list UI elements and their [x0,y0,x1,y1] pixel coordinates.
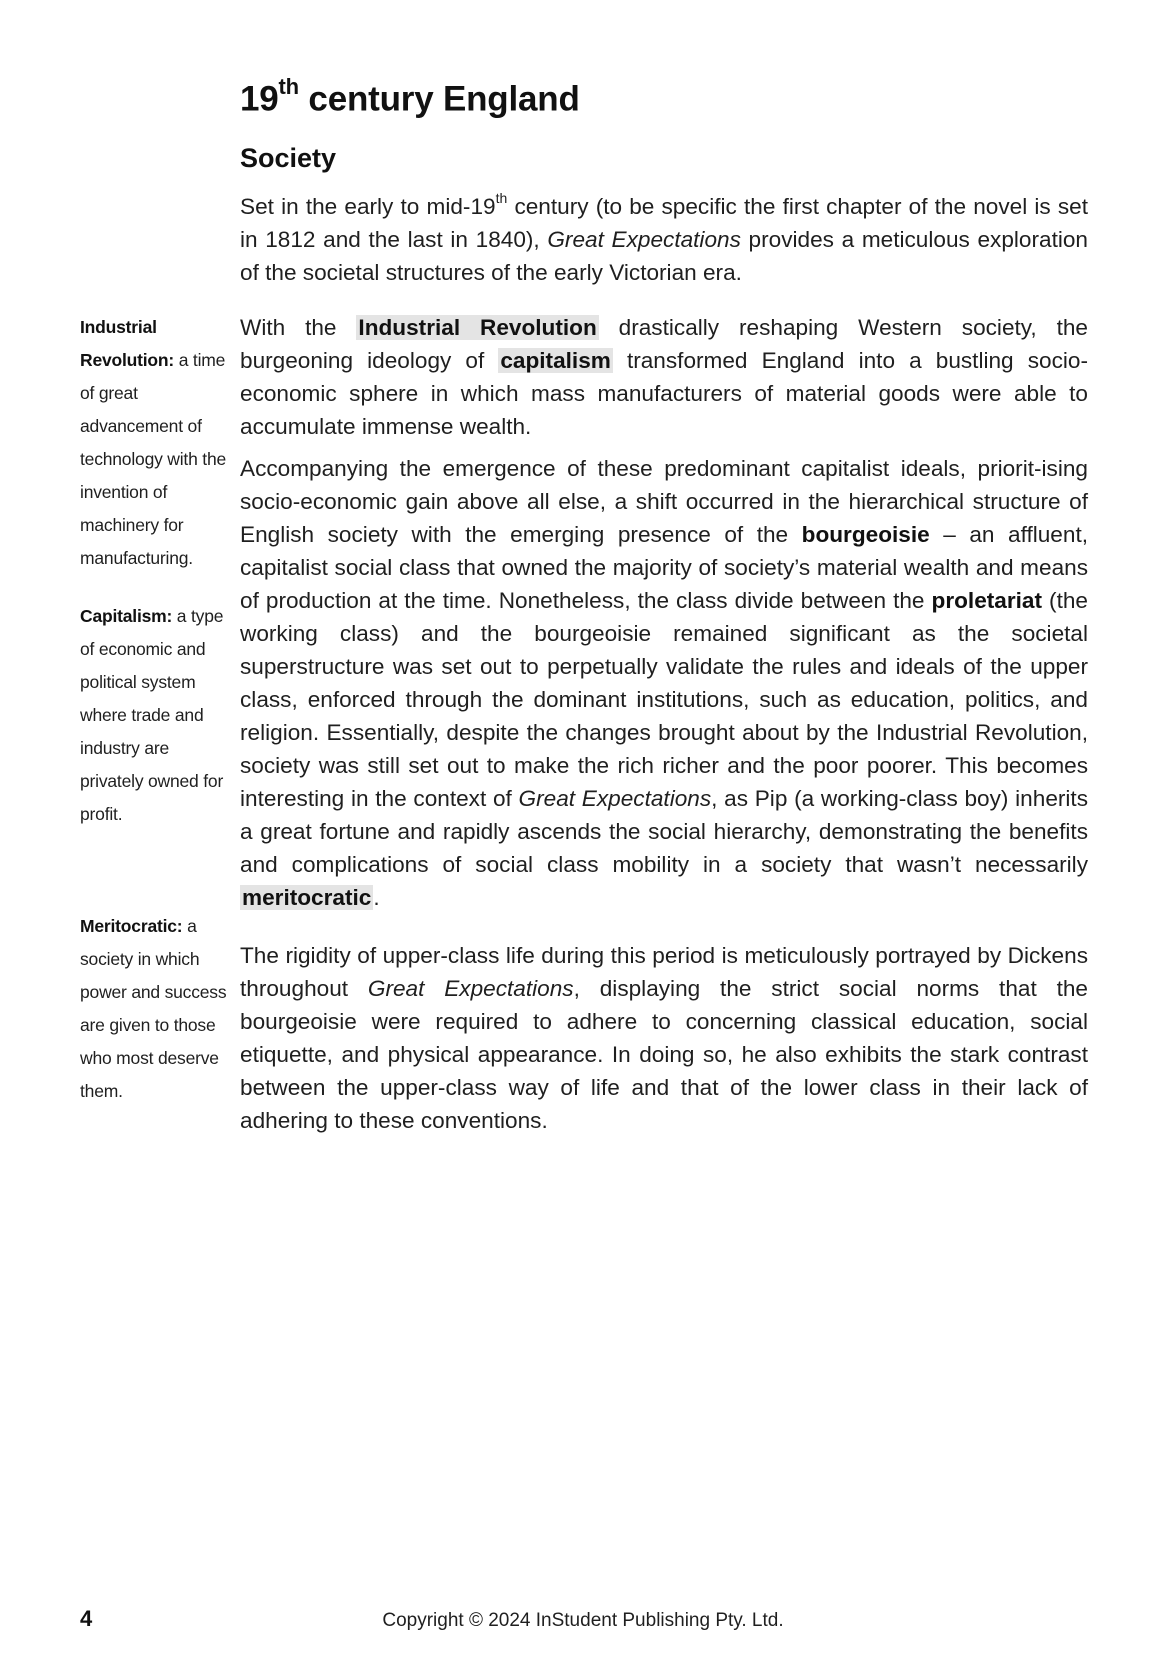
page-number: 4 [80,1606,93,1631]
glossary-entry-meritocratic: Meritocratic: a society in which power and success are given to those who most deserve them. [80,916,227,1101]
intro-paragraph: Set in the early to mid-19th century (to be specific the first chapter of the novel is set in 1812 and the last in 1840), Great Expectations provides a meticulous exploration of the societal structures of the early Victorian era. [240,190,1089,285]
key-term-bourgeoisie: bourgeoisie [801,522,930,547]
bourgeoisie-paragraph: Accompanying the emergence of these predominant capitalist ideals, priorit-ising socio-economic gain above all else, a shift occurred in the hierarchical structure of English society with the emerging presence of the bourgeoisie – an affluent, capitalist social class that owned the majority of society’s material wealth and means of production at the time. Nonetheless, the class divide between the proletariat (the working class) and the bourgeoisie remained significant as the societal superstructure was set out to perpetually validate the rules and ideals of the upper class, enforced through the dominant institutions, such as education, politics, and religion. Essentially, despite the changes brought about by the Industrial Revolution, society was still set out to make the rich richer and the poor poorer. This becomes interesting in the context of Great Expectations, as Pip (a working-class boy) inherits a great fortune and rapidly ascends the social hierarchy, demonstrating the benefits and complications of social class mobility in a society that wasn’t necessarily meritocratic. [240,456,1088,910]
key-term-proletariat: proletariat [931,588,1043,613]
industrial-revolution-paragraph: With the Industrial Revolution drastically reshaping Western society, the burgeoning ideology of capitalism transformed England into a bustling socio-economic sphere in which mass manufacturers of material goods were able to accumulate immense wealth. [240,315,1089,439]
glossary-term-meritocratic: meritocratic [242,885,372,910]
glossary-entry-capitalism: Capitalism: a type of economic and political system where trade and industry are privately owned for profit. [80,606,224,824]
section-title: Society [240,143,337,173]
glossary-term-industrial-revolution: Industrial Revolution [358,315,597,340]
copyright-footer: Copyright © 2024 InStudent Publishing Pty. Ltd. [382,1610,784,1631]
glossary-entry-industrial-revolution: Industrial Revolution: a time of great advancement of technology with the invention of machinery for manufacturing. [80,317,227,568]
page-title: 19th century England [240,74,580,119]
upper-class-paragraph: The rigidity of upper-class life during this period is meticulously portrayed by Dickens throughout Great Expectations, displaying the strict social norms that the bourgeoisie were required to adhere to concerning classical education, social etiquette, and physical appearance. In doing so, he also exhibits the stark contrast between the upper-class way of life and that of the lower class in their lack of adhering to these conventions. [240,943,1088,1133]
glossary-term-capitalism: capitalism [500,348,611,373]
